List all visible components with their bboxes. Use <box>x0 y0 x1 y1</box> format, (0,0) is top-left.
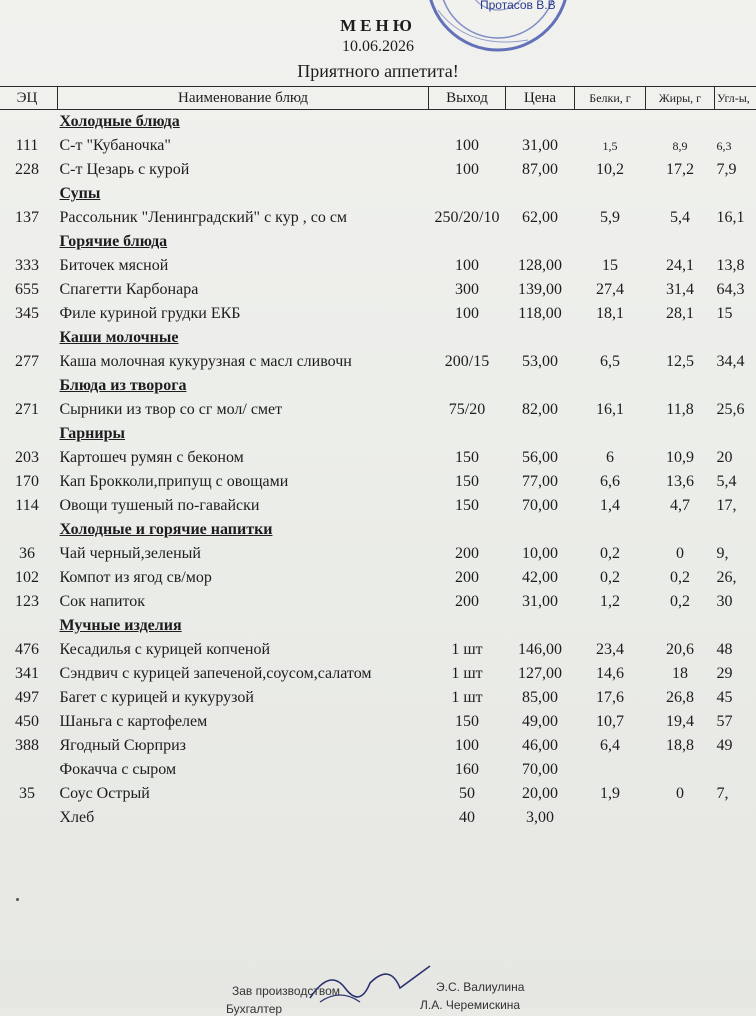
section-row <box>0 326 756 350</box>
dish-name: Сэндвич с курицей запеченой,соусом,салатом <box>58 662 429 686</box>
section-row <box>0 230 756 254</box>
signature-name-2: Л.А. Черемискина <box>420 998 520 1012</box>
dish-output: 50 <box>429 782 506 806</box>
table-row <box>0 566 756 590</box>
dish-name: Биточек мясной <box>58 254 429 278</box>
empty-cell <box>715 518 756 542</box>
empty-cell <box>429 518 506 542</box>
dish-name: С-т "Кубаночка" <box>58 134 429 158</box>
table-row <box>0 446 756 470</box>
dish-name: Кап Брокколи,припущ с овощами <box>58 470 429 494</box>
empty-cell <box>506 230 575 254</box>
section-row <box>0 110 756 135</box>
dish-carbs: 17, <box>715 494 756 518</box>
dish-protein: 18,1 <box>575 302 646 326</box>
section-title: Блюда из творога <box>58 374 429 398</box>
empty-cell <box>575 374 646 398</box>
dish-protein: 15 <box>575 254 646 278</box>
dish-protein: 10,2 <box>575 158 646 182</box>
dish-protein: 0,2 <box>575 566 646 590</box>
dish-fat: 18 <box>646 662 715 686</box>
dish-output: 160 <box>429 758 506 782</box>
dish-price: 53,00 <box>506 350 575 374</box>
empty-cell <box>0 422 58 446</box>
section-row <box>0 614 756 638</box>
dish-output: 100 <box>429 254 506 278</box>
dish-output: 100 <box>429 134 506 158</box>
empty-cell <box>646 374 715 398</box>
table-row <box>0 350 756 374</box>
dish-fat: 17,2 <box>646 158 715 182</box>
table-row <box>0 278 756 302</box>
dish-price: 42,00 <box>506 566 575 590</box>
dish-fat: 24,1 <box>646 254 715 278</box>
dish-output: 1 шт <box>429 662 506 686</box>
dish-code: 228 <box>0 158 58 182</box>
dish-carbs <box>715 758 756 782</box>
empty-cell <box>575 182 646 206</box>
empty-cell <box>506 614 575 638</box>
table-row <box>0 782 756 806</box>
dish-price: 70,00 <box>506 758 575 782</box>
dish-output: 250/20/10 <box>429 206 506 230</box>
empty-cell <box>429 614 506 638</box>
dish-fat: 20,6 <box>646 638 715 662</box>
dish-code: 476 <box>0 638 58 662</box>
table-row <box>0 638 756 662</box>
dish-code: 341 <box>0 662 58 686</box>
empty-cell <box>575 422 646 446</box>
signature-name-1: Э.С. Валиулина <box>436 980 524 994</box>
col-header-code: ЭЦ <box>0 87 58 110</box>
dish-name: Шаньга с картофелем <box>58 710 429 734</box>
dish-price: 70,00 <box>506 494 575 518</box>
section-row <box>0 374 756 398</box>
dish-price: 49,00 <box>506 710 575 734</box>
empty-cell <box>506 518 575 542</box>
empty-cell <box>646 422 715 446</box>
dish-protein: 14,6 <box>575 662 646 686</box>
empty-cell <box>429 230 506 254</box>
dish-fat <box>646 806 715 830</box>
table-row <box>0 470 756 494</box>
col-header-carbs: Угл-ы, <box>715 87 756 110</box>
dish-output: 150 <box>429 710 506 734</box>
empty-cell <box>0 518 58 542</box>
dish-protein: 6 <box>575 446 646 470</box>
section-row <box>0 518 756 542</box>
dish-protein: 1,5 <box>575 134 646 158</box>
dish-output: 100 <box>429 734 506 758</box>
empty-cell <box>506 374 575 398</box>
dish-fat: 31,4 <box>646 278 715 302</box>
empty-cell <box>575 518 646 542</box>
empty-cell <box>646 518 715 542</box>
table-row <box>0 590 756 614</box>
dish-name: Сок напиток <box>58 590 429 614</box>
dish-code: 497 <box>0 686 58 710</box>
empty-cell <box>715 614 756 638</box>
dish-fat: 8,9 <box>646 134 715 158</box>
dish-carbs: 29 <box>715 662 756 686</box>
dish-name: С-т Цезарь с курой <box>58 158 429 182</box>
dish-code: 170 <box>0 470 58 494</box>
dish-name: Хлеб <box>58 806 429 830</box>
signature-label-2: Бухгалтер <box>226 1002 282 1016</box>
empty-cell <box>715 182 756 206</box>
dish-fat: 0,2 <box>646 590 715 614</box>
dish-protein: 17,6 <box>575 686 646 710</box>
section-title: Холодные блюда <box>58 110 429 135</box>
dish-name: Чай черный,зеленый <box>58 542 429 566</box>
signature-label-1: Зав производством <box>232 984 340 998</box>
dish-protein: 6,6 <box>575 470 646 494</box>
col-header-price: Цена <box>506 87 575 110</box>
dish-carbs: 34,4 <box>715 350 756 374</box>
empty-cell <box>575 230 646 254</box>
dish-price: 77,00 <box>506 470 575 494</box>
section-title: Горячие блюда <box>58 230 429 254</box>
dish-protein: 1,9 <box>575 782 646 806</box>
dish-code: 388 <box>0 734 58 758</box>
dish-name: Багет с курицей и кукурузой <box>58 686 429 710</box>
empty-cell <box>0 110 58 135</box>
dish-code: 36 <box>0 542 58 566</box>
table-row <box>0 254 756 278</box>
dish-protein: 23,4 <box>575 638 646 662</box>
table-row <box>0 134 756 158</box>
dish-carbs: 48 <box>715 638 756 662</box>
section-title: Каши молочные <box>58 326 429 350</box>
dish-output: 150 <box>429 470 506 494</box>
dish-code: 277 <box>0 350 58 374</box>
dish-fat: 13,6 <box>646 470 715 494</box>
dish-code: 137 <box>0 206 58 230</box>
dish-code: 35 <box>0 782 58 806</box>
dish-carbs: 26, <box>715 566 756 590</box>
dish-carbs: 20 <box>715 446 756 470</box>
table-row <box>0 686 756 710</box>
dish-price: 3,00 <box>506 806 575 830</box>
dish-carbs: 15 <box>715 302 756 326</box>
empty-cell <box>429 110 506 135</box>
menu-table-body <box>0 110 756 831</box>
empty-cell <box>715 326 756 350</box>
dish-protein: 27,4 <box>575 278 646 302</box>
dish-price: 128,00 <box>506 254 575 278</box>
dish-price: 87,00 <box>506 158 575 182</box>
signature-block <box>0 958 756 1008</box>
section-row <box>0 182 756 206</box>
dish-protein: 10,7 <box>575 710 646 734</box>
dish-code: 271 <box>0 398 58 422</box>
dish-output: 150 <box>429 494 506 518</box>
table-row <box>0 494 756 518</box>
dish-carbs: 64,3 <box>715 278 756 302</box>
dish-name: Рассольник "Ленинградский" с кур , со см <box>58 206 429 230</box>
table-row <box>0 206 756 230</box>
dish-carbs: 7, <box>715 782 756 806</box>
dish-output: 1 шт <box>429 686 506 710</box>
col-header-name: Наименование блюд <box>58 87 429 110</box>
dish-price: 31,00 <box>506 134 575 158</box>
dish-carbs: 9, <box>715 542 756 566</box>
dish-protein: 5,9 <box>575 206 646 230</box>
dish-fat: 0 <box>646 782 715 806</box>
dish-protein: 1,4 <box>575 494 646 518</box>
empty-cell <box>0 326 58 350</box>
empty-cell <box>646 614 715 638</box>
empty-cell <box>0 230 58 254</box>
dish-code: 333 <box>0 254 58 278</box>
dish-fat <box>646 758 715 782</box>
empty-cell <box>429 182 506 206</box>
table-row <box>0 542 756 566</box>
dish-name: Каша молочная кукурузная с масл сливочн <box>58 350 429 374</box>
dish-output: 40 <box>429 806 506 830</box>
dish-fat: 19,4 <box>646 710 715 734</box>
dish-price: 10,00 <box>506 542 575 566</box>
empty-cell <box>506 110 575 135</box>
dish-name: Ягодный Сюрприз <box>58 734 429 758</box>
dish-name: Филе куриной грудки ЕКБ <box>58 302 429 326</box>
dish-protein: 16,1 <box>575 398 646 422</box>
dish-fat: 10,9 <box>646 446 715 470</box>
table-row <box>0 302 756 326</box>
dish-name: Спагетти Карбонара <box>58 278 429 302</box>
empty-cell <box>429 422 506 446</box>
empty-cell <box>0 182 58 206</box>
table-row <box>0 758 756 782</box>
dish-code: 655 <box>0 278 58 302</box>
empty-cell <box>646 182 715 206</box>
empty-cell <box>715 422 756 446</box>
empty-cell <box>715 110 756 135</box>
dish-carbs: 30 <box>715 590 756 614</box>
dish-price: 127,00 <box>506 662 575 686</box>
dish-protein <box>575 758 646 782</box>
dish-output: 300 <box>429 278 506 302</box>
dish-fat: 5,4 <box>646 206 715 230</box>
dish-name: Соус Острый <box>58 782 429 806</box>
empty-cell <box>575 326 646 350</box>
col-header-output: Выход <box>429 87 506 110</box>
dish-carbs: 13,8 <box>715 254 756 278</box>
handwritten-signature <box>300 958 460 1008</box>
dish-output: 100 <box>429 158 506 182</box>
table-row <box>0 662 756 686</box>
dish-fat: 4,7 <box>646 494 715 518</box>
empty-cell <box>506 422 575 446</box>
empty-cell <box>575 110 646 135</box>
dish-output: 100 <box>429 302 506 326</box>
empty-cell <box>0 614 58 638</box>
dish-output: 75/20 <box>429 398 506 422</box>
dish-carbs: 57 <box>715 710 756 734</box>
dish-code <box>0 806 58 830</box>
dish-fat: 0 <box>646 542 715 566</box>
dish-name: Компот из ягод св/мор <box>58 566 429 590</box>
dish-price: 118,00 <box>506 302 575 326</box>
dish-fat: 26,8 <box>646 686 715 710</box>
dish-price: 46,00 <box>506 734 575 758</box>
menu-date: 10.06.2026 <box>0 38 756 56</box>
dish-output: 200 <box>429 590 506 614</box>
table-row <box>0 806 756 830</box>
section-row <box>0 422 756 446</box>
dish-carbs: 16,1 <box>715 206 756 230</box>
empty-cell <box>715 374 756 398</box>
dish-name: Фокачча с сыром <box>58 758 429 782</box>
empty-cell <box>646 110 715 135</box>
dish-code <box>0 758 58 782</box>
dish-carbs: 5,4 <box>715 470 756 494</box>
col-header-protein: Белки, г <box>575 87 646 110</box>
dish-output: 150 <box>429 446 506 470</box>
paper-mark <box>16 898 19 901</box>
empty-cell <box>506 182 575 206</box>
dish-output: 200/15 <box>429 350 506 374</box>
empty-cell <box>429 374 506 398</box>
dish-fat: 28,1 <box>646 302 715 326</box>
stamp-text: Протасов В.В <box>480 0 556 12</box>
dish-name: Кесадилья с курицей копченой <box>58 638 429 662</box>
dish-code: 123 <box>0 590 58 614</box>
section-title: Супы <box>58 182 429 206</box>
dish-carbs <box>715 806 756 830</box>
dish-fat: 11,8 <box>646 398 715 422</box>
empty-cell <box>646 326 715 350</box>
dish-carbs: 25,6 <box>715 398 756 422</box>
dish-protein: 1,2 <box>575 590 646 614</box>
dish-output: 1 шт <box>429 638 506 662</box>
menu-title: МЕНЮ <box>0 16 756 36</box>
empty-cell <box>575 614 646 638</box>
table-row <box>0 710 756 734</box>
dish-name: Сырники из твор со сг мол/ смет <box>58 398 429 422</box>
dish-name: Картошеч румян с беконом <box>58 446 429 470</box>
table-row <box>0 398 756 422</box>
dish-carbs: 7,9 <box>715 158 756 182</box>
dish-protein: 6,4 <box>575 734 646 758</box>
menu-greeting: Приятного аппетита! <box>0 61 756 82</box>
table-header-row <box>0 87 756 110</box>
dish-name: Овощи тушеный по-гавайски <box>58 494 429 518</box>
dish-carbs: 6,3 <box>715 134 756 158</box>
dish-code: 345 <box>0 302 58 326</box>
empty-cell <box>715 230 756 254</box>
dish-fat: 18,8 <box>646 734 715 758</box>
dish-code: 450 <box>0 710 58 734</box>
dish-code: 114 <box>0 494 58 518</box>
dish-carbs: 49 <box>715 734 756 758</box>
section-title: Мучные изделия <box>58 614 429 638</box>
dish-fat: 0,2 <box>646 566 715 590</box>
dish-price: 146,00 <box>506 638 575 662</box>
dish-code: 203 <box>0 446 58 470</box>
dish-price: 20,00 <box>506 782 575 806</box>
menu-table <box>0 86 756 830</box>
table-row <box>0 734 756 758</box>
dish-price: 31,00 <box>506 590 575 614</box>
dish-price: 56,00 <box>506 446 575 470</box>
dish-fat: 12,5 <box>646 350 715 374</box>
dish-output: 200 <box>429 566 506 590</box>
section-title: Гарниры <box>58 422 429 446</box>
dish-protein: 0,2 <box>575 542 646 566</box>
col-header-fat: Жиры, г <box>646 87 715 110</box>
dish-code: 102 <box>0 566 58 590</box>
section-title: Холодные и горячие напитки <box>58 518 429 542</box>
empty-cell <box>646 230 715 254</box>
table-row <box>0 158 756 182</box>
dish-carbs: 45 <box>715 686 756 710</box>
dish-protein: 6,5 <box>575 350 646 374</box>
empty-cell <box>429 326 506 350</box>
dish-code: 111 <box>0 134 58 158</box>
empty-cell <box>0 374 58 398</box>
dish-price: 82,00 <box>506 398 575 422</box>
empty-cell <box>506 326 575 350</box>
dish-output: 200 <box>429 542 506 566</box>
dish-price: 85,00 <box>506 686 575 710</box>
dish-price: 62,00 <box>506 206 575 230</box>
dish-protein <box>575 806 646 830</box>
dish-price: 139,00 <box>506 278 575 302</box>
